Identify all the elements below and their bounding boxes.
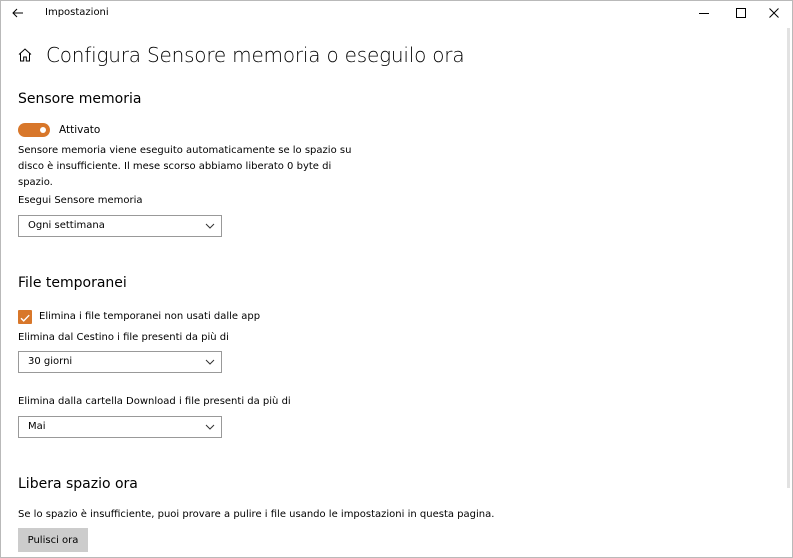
run-storage-sense-label: Esegui Sensore memoria bbox=[18, 195, 143, 206]
free-space-heading: Libera spazio ora bbox=[18, 476, 138, 492]
clean-now-button[interactable]: Pulisci ora bbox=[18, 528, 88, 552]
chevron-down-icon bbox=[205, 423, 215, 431]
scrollbar[interactable] bbox=[787, 28, 790, 488]
maximize-button[interactable] bbox=[724, 0, 758, 26]
recycle-bin-dropdown[interactable] bbox=[18, 351, 222, 373]
toggle-state-label: Attivato bbox=[59, 124, 101, 136]
home-icon[interactable] bbox=[17, 47, 33, 63]
chevron-down-icon bbox=[205, 222, 215, 230]
downloads-dropdown[interactable] bbox=[18, 416, 222, 438]
title-bar bbox=[0, 0, 793, 26]
maximize-icon bbox=[736, 8, 746, 18]
close-icon bbox=[769, 8, 779, 18]
page-header bbox=[17, 40, 464, 70]
dropdown-value: 30 giorni bbox=[28, 356, 73, 367]
delete-temp-files-checkbox[interactable] bbox=[18, 310, 32, 324]
dropdown-value: Mai bbox=[28, 421, 46, 432]
delete-temp-files-label: Elimina i file temporanei non usati dalle app bbox=[39, 311, 261, 322]
run-frequency-dropdown[interactable] bbox=[18, 215, 222, 237]
checkmark-icon bbox=[18, 311, 32, 325]
storage-sense-heading: Sensore memoria bbox=[18, 91, 142, 107]
description-line: spazio. bbox=[18, 177, 53, 188]
minimize-icon bbox=[699, 8, 709, 18]
close-button[interactable] bbox=[757, 0, 791, 26]
free-space-description: Se lo spazio è insufficiente, puoi provare a pulire i file usando le impostazioni in questa pagina. bbox=[18, 509, 495, 520]
app-title: Impostazioni bbox=[45, 7, 109, 18]
minimize-button[interactable] bbox=[687, 0, 721, 26]
description-line: Sensore memoria viene eseguito automaticamente se lo spazio su bbox=[18, 145, 352, 156]
recycle-bin-label: Elimina dal Cestino i file presenti da più di bbox=[18, 332, 229, 343]
storage-sense-toggle[interactable] bbox=[18, 123, 50, 137]
storage-sense-description bbox=[18, 143, 351, 191]
temp-files-heading: File temporanei bbox=[18, 275, 127, 291]
dropdown-value: Ogni settimana bbox=[28, 220, 105, 231]
page-title: Configura Sensore memoria o eseguilo ora bbox=[46, 43, 465, 67]
back-arrow-icon bbox=[12, 8, 24, 18]
downloads-label: Elimina dalla cartella Download i file presenti da più di bbox=[18, 396, 291, 407]
chevron-down-icon bbox=[205, 358, 215, 366]
description-line: disco è insufficiente. Il mese scorso abbiamo liberato 0 byte di bbox=[18, 161, 332, 172]
back-button[interactable] bbox=[8, 3, 28, 23]
